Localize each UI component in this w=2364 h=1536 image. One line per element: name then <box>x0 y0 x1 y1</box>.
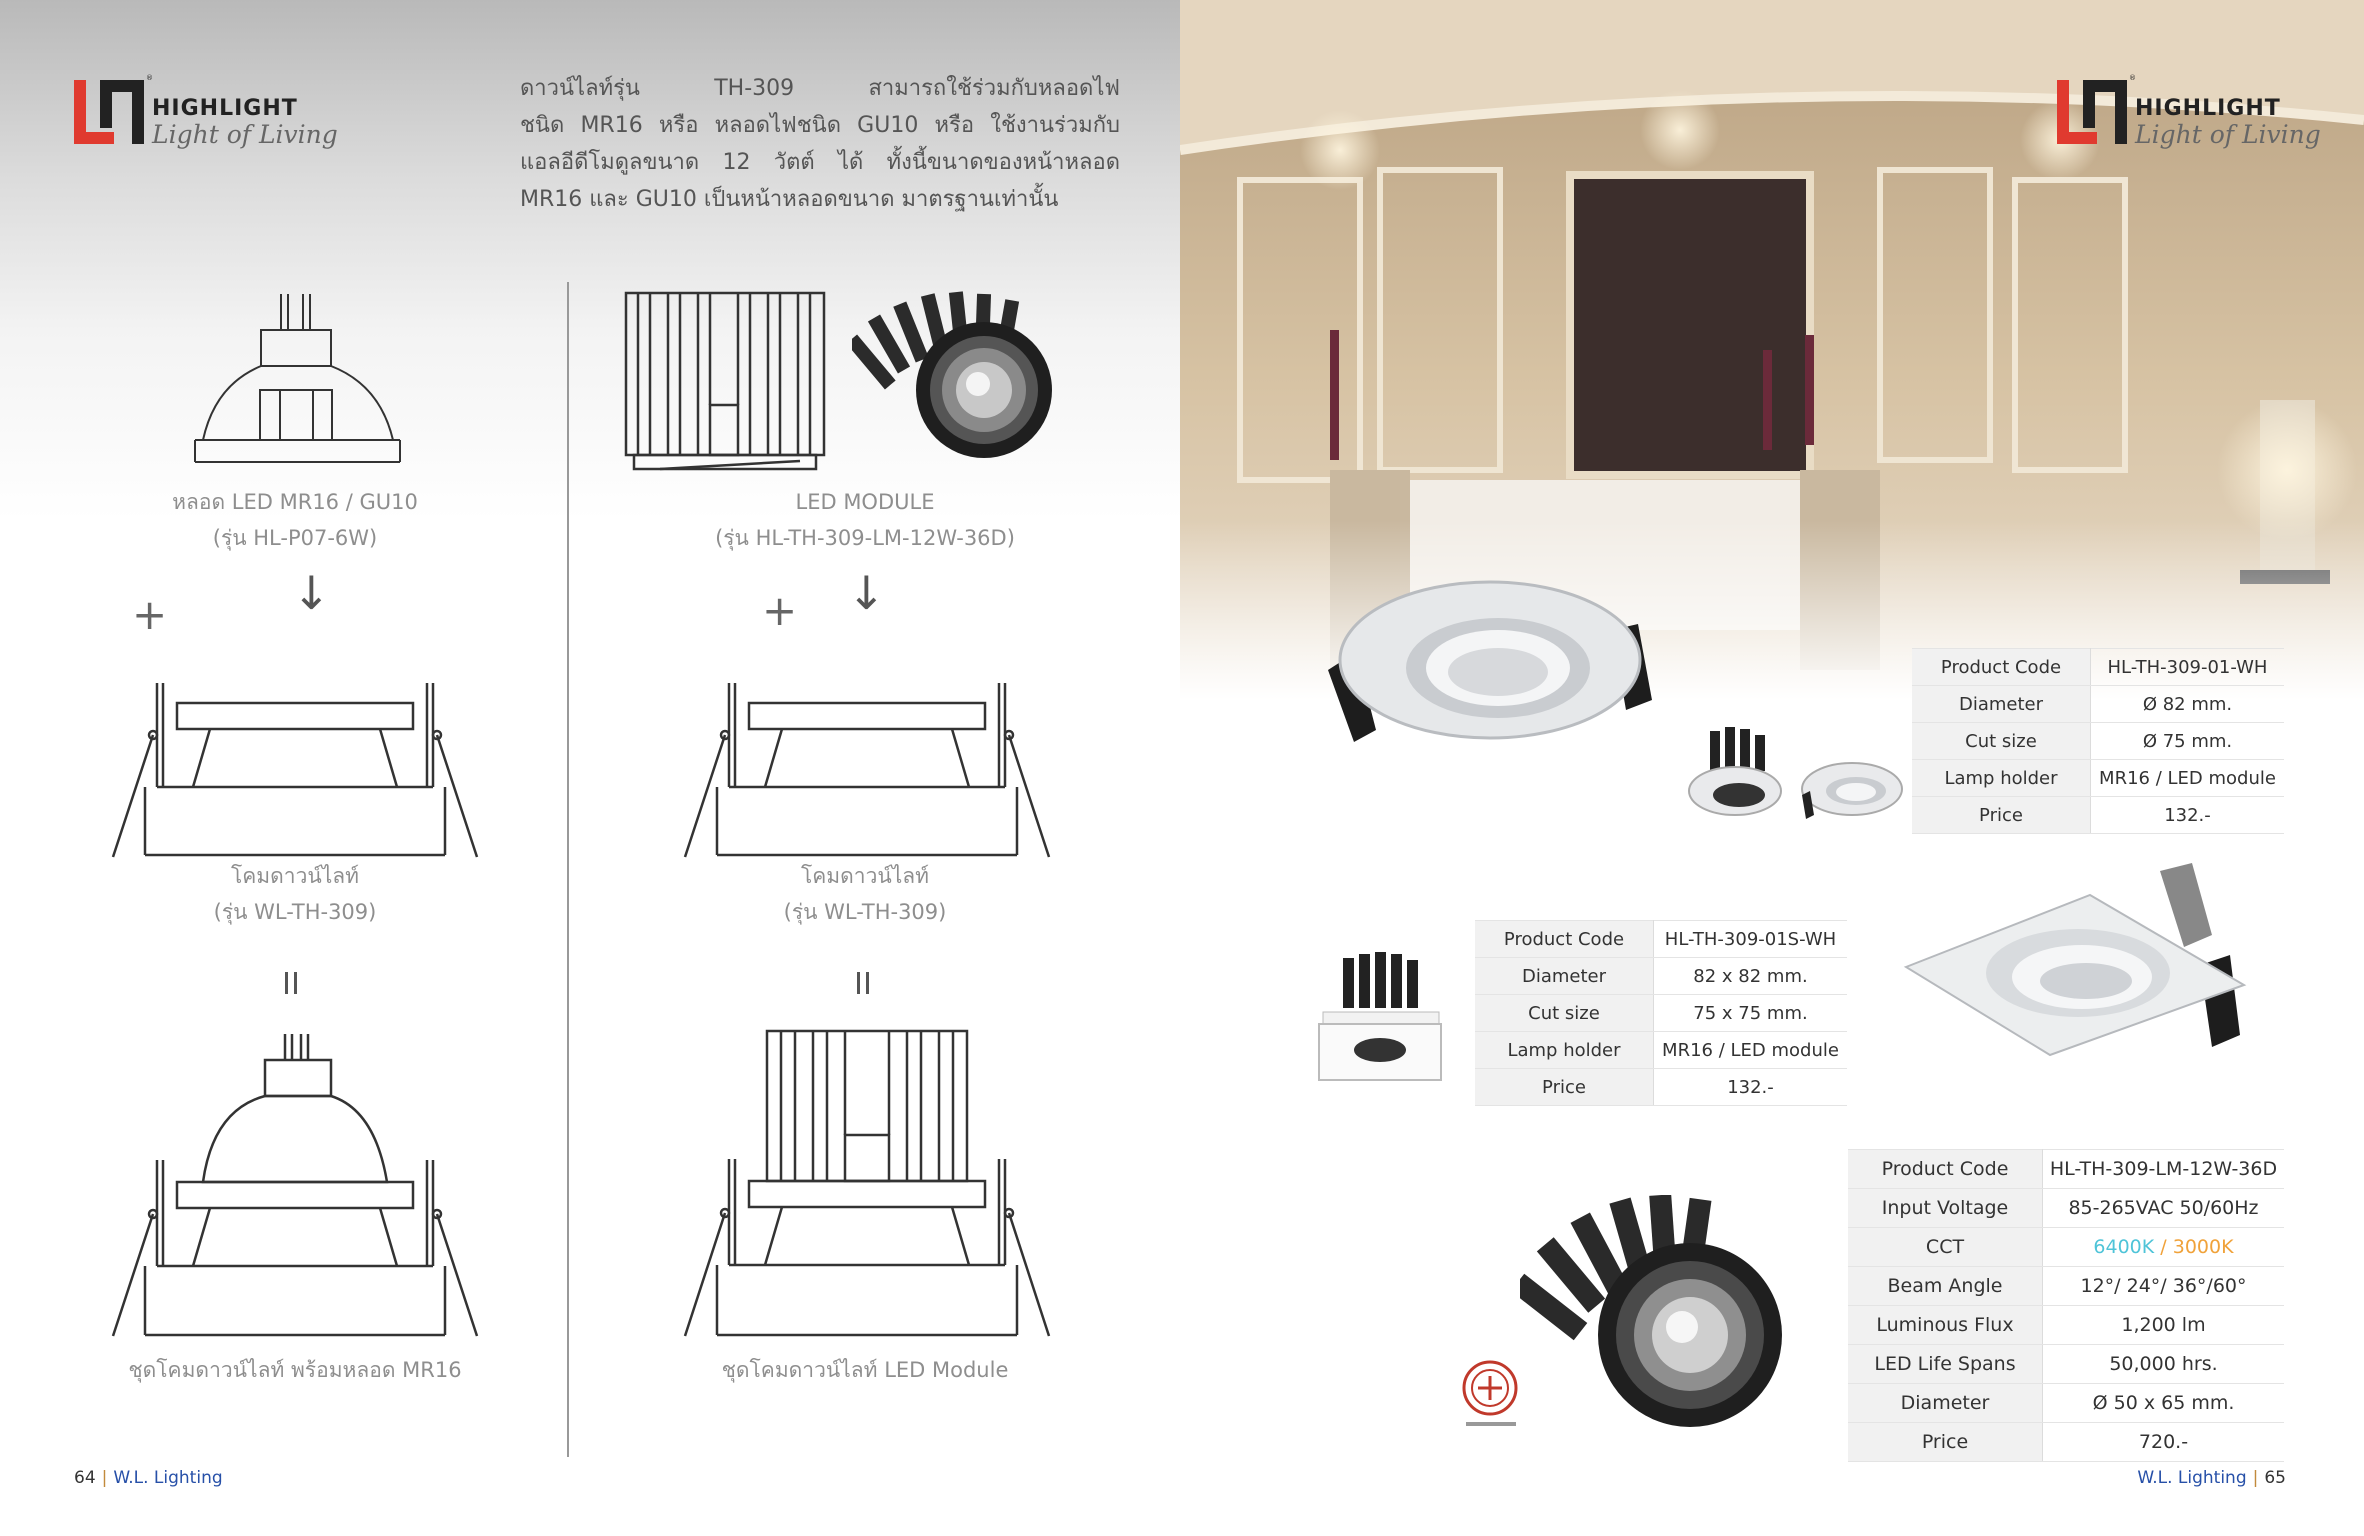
page-number: 64 <box>74 1468 96 1488</box>
spec-value: 75 x 75 mm. <box>1654 995 1848 1032</box>
spec-label: Cut size <box>1475 995 1654 1032</box>
spec-value: HL-TH-309-01S-WH <box>1654 921 1848 958</box>
table-row <box>1848 1267 2284 1306</box>
spec-value: MR16 / LED module <box>1654 1032 1848 1069</box>
spec-label: Beam Angle <box>1848 1267 2043 1306</box>
spec-value: 85-265VAC 50/60Hz <box>2043 1189 2285 1228</box>
spec-value <box>2043 1228 2285 1267</box>
lamp-caption: หลอด LED MR16 / GU10 <box>172 490 418 514</box>
svg-text:®: ® <box>2129 74 2136 82</box>
spec-label: CCT <box>1848 1228 2043 1267</box>
spec-label: Lamp holder <box>1475 1032 1654 1069</box>
footer-section: W.L. Lighting <box>2137 1468 2247 1488</box>
spec-label: Diameter <box>1848 1384 2043 1423</box>
mr16-lamp-drawing <box>185 290 410 470</box>
equals-sign <box>285 972 299 994</box>
spec-table-module <box>1848 1149 2284 1462</box>
square-downlight-with-module-photo <box>1315 950 1445 1090</box>
brand-name: HIGHLIGHT <box>152 96 298 121</box>
table-row <box>1912 686 2284 723</box>
spec-table-square <box>1475 920 1847 1106</box>
table-row <box>1848 1345 2284 1384</box>
led-module-drawing <box>620 285 830 480</box>
spec-value: 132.- <box>1654 1069 1848 1106</box>
intro-line: ชนิด MR16 หรือ หลอดไฟชนิด GU10 หรือ ใช้งานร่วมกับ <box>520 113 1120 138</box>
table-row <box>1475 921 1847 958</box>
spec-value: 50,000 hrs. <box>2043 1345 2285 1384</box>
spec-value: 12°/ 24°/ 36°/60° <box>2043 1267 2285 1306</box>
plus-sign: + <box>132 590 168 639</box>
spec-value: 132.- <box>2091 797 2285 834</box>
brand-logo <box>2055 74 2137 150</box>
square-downlight-photo <box>1900 855 2250 1065</box>
spec-value: 720.- <box>2043 1423 2285 1462</box>
spec-label: Luminous Flux <box>1848 1306 2043 1345</box>
spec-label: Product Code <box>1912 649 2091 686</box>
table-row <box>1475 995 1847 1032</box>
spec-value: 1,200 lm <box>2043 1306 2285 1345</box>
housing-model: (รุ่น WL-TH-309) <box>783 900 947 924</box>
assembled-led-module-drawing <box>677 1025 1057 1350</box>
plus-sign: + <box>762 586 798 635</box>
table-row <box>1848 1384 2284 1423</box>
table-row <box>1848 1306 2284 1345</box>
round-downlight-photo <box>1320 560 1660 750</box>
brand-tagline: Light of Living <box>2135 120 2321 149</box>
spec-value: 82 x 82 mm. <box>1654 958 1848 995</box>
footer-left: 64 | W.L. Lighting <box>74 1468 223 1488</box>
spec-label: Price <box>1848 1423 2043 1462</box>
column-divider <box>567 282 569 1457</box>
left-page <box>0 0 1180 1536</box>
cct-value-cool: 6400K <box>2093 1236 2155 1258</box>
module-model: (รุ่น HL-TH-309-LM-12W-36D) <box>715 526 1015 550</box>
highlight-logo-icon <box>72 74 154 146</box>
led-module-product-photo <box>1520 1195 1790 1435</box>
tis-certification-icon <box>1460 1358 1530 1438</box>
table-row <box>1475 1069 1847 1106</box>
table-row <box>1475 958 1847 995</box>
result-caption: ชุดโคมดาวน์ไลท์ พร้อมหลอด MR16 <box>128 1358 462 1382</box>
spec-value: Ø 75 mm. <box>2091 723 2285 760</box>
spec-label: Price <box>1475 1069 1654 1106</box>
lamp-model: (รุ่น HL-P07-6W) <box>212 526 378 550</box>
housing-model: (รุ่น WL-TH-309) <box>213 900 377 924</box>
svg-text:®: ® <box>146 74 153 82</box>
spec-label: Cut size <box>1912 723 2091 760</box>
housing-drawing <box>677 675 1057 865</box>
intro-paragraph <box>520 70 1120 218</box>
round-downlight-small-photo <box>1798 755 1906 825</box>
module-caption: LED MODULE <box>795 490 935 514</box>
intro-line: MR16 และ GU10 เป็นหน้าหลอดขนาด มาตรฐานเท่านั้น <box>520 187 1059 212</box>
table-row <box>1848 1228 2284 1267</box>
table-row <box>1912 760 2284 797</box>
spec-value: MR16 / LED module <box>2091 760 2285 797</box>
spec-value: HL-TH-309-LM-12W-36D <box>2043 1150 2285 1189</box>
table-row <box>1848 1423 2284 1462</box>
spec-label: LED Life Spans <box>1848 1345 2043 1384</box>
result-caption: ชุดโคมดาวน์ไลท์ LED Module <box>721 1358 1009 1382</box>
spec-label: Product Code <box>1475 921 1654 958</box>
assembled-mr16-drawing <box>105 1030 485 1350</box>
spec-label: Diameter <box>1912 686 2091 723</box>
footer-right: W.L. Lighting | 65 <box>2137 1468 2286 1488</box>
brand-logo <box>72 74 154 150</box>
spec-label: Input Voltage <box>1848 1189 2043 1228</box>
equals-sign <box>857 972 871 994</box>
table-row <box>1912 723 2284 760</box>
intro-line: แอลอีดีโมดูลขนาด 12 วัตต์ ได้ ทั้งนี้ขนาดของหน้าหลอด <box>520 150 1120 175</box>
brand-name: HIGHLIGHT <box>2135 96 2281 121</box>
housing-caption: โคมดาวน์ไลท์ <box>230 864 360 888</box>
spec-table-round <box>1912 648 2284 834</box>
right-page <box>1180 0 2364 1536</box>
table-row <box>1912 797 2284 834</box>
intro-line: ดาวน์ไลท์รุ่น TH-309 สามารถใช้ร่วมกับหลอดไฟ <box>520 76 1120 101</box>
page-number: 65 <box>2264 1468 2286 1488</box>
round-downlight-with-module-photo <box>1685 725 1785 825</box>
spec-label: Price <box>1912 797 2091 834</box>
table-row <box>1912 649 2284 686</box>
spec-label: Diameter <box>1475 958 1654 995</box>
spec-label: Product Code <box>1848 1150 2043 1189</box>
table-row <box>1475 1032 1847 1069</box>
down-arrow-icon: ↓ <box>292 566 331 620</box>
housing-drawing <box>105 675 485 865</box>
brand-tagline: Light of Living <box>152 120 338 149</box>
spec-value: Ø 82 mm. <box>2091 686 2285 723</box>
spec-value: HL-TH-309-01-WH <box>2091 649 2285 686</box>
table-row <box>1848 1189 2284 1228</box>
spec-label: Lamp holder <box>1912 760 2091 797</box>
down-arrow-icon: ↓ <box>847 566 886 620</box>
cct-separator: / <box>2154 1236 2173 1258</box>
table-row <box>1848 1150 2284 1189</box>
highlight-logo-icon <box>2055 74 2137 146</box>
led-module-photo <box>852 290 1067 465</box>
cct-value-warm: 3000K <box>2172 1236 2234 1258</box>
footer-section: W.L. Lighting <box>113 1468 223 1488</box>
spec-value: Ø 50 x 65 mm. <box>2043 1384 2285 1423</box>
housing-caption: โคมดาวน์ไลท์ <box>800 864 930 888</box>
